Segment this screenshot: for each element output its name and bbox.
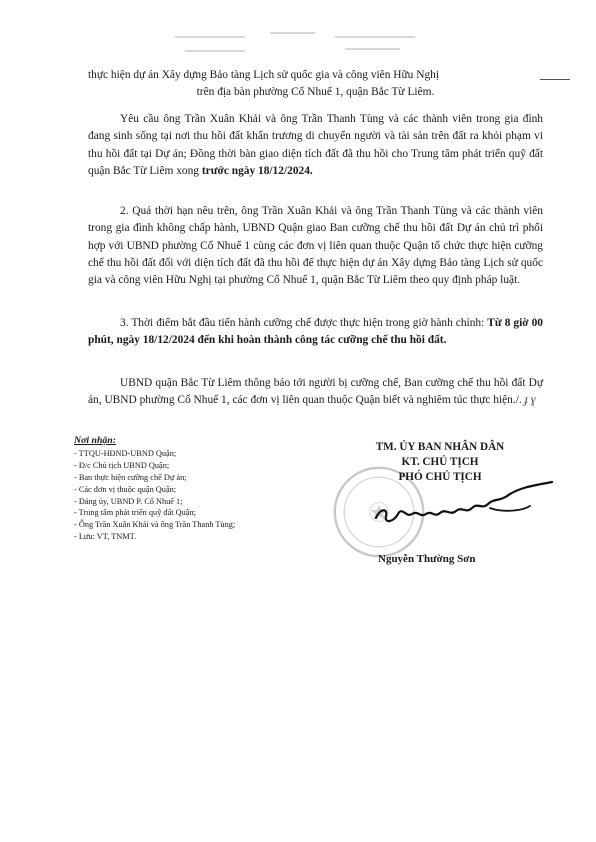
recipients-list — [74, 435, 334, 543]
paragraph-2-text: 2. Quá thời hạn nêu trên, ông Trần Xuân Khải và ông Trần Thanh Tùng và các thành viên trong gia đình không chấp hành, UBND Quận giao Ban cưỡng chế thu hồi đất Dự án chủ trì phối hợp với UBND phường Cổ Nhuế 1 cùng các đơn vị liên quan thuộc Quận tổ chức thực hiện cưỡng chế thu hồi đất đối với diện tích đất đã thu hồi để thực hiện dự án Xây dựng Bảo tàng Lịch sử quốc gia và công viên Hữu Nghị tại phường Cổ Nhuế 1, quận Bắc Từ Liêm theo quy định pháp luật. — [88, 205, 543, 287]
recipient-item: - Ông Trần Xuân Khải và ông Trần Thanh Tùng; — [74, 520, 236, 530]
recipient-item: - Trung tâm phát triển quỹ đất Quận; — [74, 508, 196, 518]
signature-org: TM. ỦY BAN NHÂN DÂN — [375, 441, 505, 453]
recipients-title: Nơi nhận: — [74, 435, 117, 446]
continuation-line-1: thực hiện dự án Xây dựng Bảo tàng Lịch sử quốc gia và công viên Hữu Nghị — [88, 69, 439, 81]
recipient-item: - Ban thực hiện cưỡng chế Dự án; — [74, 472, 187, 482]
paragraph-3-bold: Từ 8 giờ 00 phút, ngày 18/12/2024 đến khi hoàn thành công tác cưỡng chế thu hồi đất. — [88, 317, 543, 347]
paragraph-3 — [88, 315, 543, 350]
continuation-line-2: trên địa bàn phường Cổ Nhuế 1, quận Bắc Từ Liêm. — [196, 86, 435, 99]
margin-dash — [540, 79, 570, 80]
continuation-block — [88, 67, 543, 102]
handwritten-signature — [370, 478, 560, 538]
recipient-item: - Các đơn vị thuộc quận Quận; — [74, 484, 177, 494]
recipient-item: - Đ/c Chủ tịch UBND Quận; — [74, 460, 170, 470]
request-text: Yêu cầu ông Trần Xuân Khải và ông Trần Thanh Tùng và các thành viên trong gia đình đang sinh sống tại nơi thu hồi đất khẩn trương di chuyển người và tài sản trên đất ra khỏi phạm vi thu hồi đất tại Dự án; Đồng thời bàn giao diện tích đất đã thu hồi cho Trung tâm phát triển quỹ đất quận Bắc Từ Liêm xong — [88, 113, 543, 177]
notice-paragraph — [88, 375, 543, 410]
recipient-item: - TTQU-HĐND-UBND Quận; — [74, 448, 177, 458]
notice-text: UBND quận Bắc Từ Liêm thông báo tới người bị cưỡng chế, Ban cưỡng chế thu hồi đất Dự án, UBND phường Cổ Nhuế 1, các đơn vị liên quan thuộc Quận biết và nghiêm túc thực hiện./. — [88, 377, 543, 407]
signature-title: PHÓ CHỦ TỊCH — [398, 471, 482, 483]
paragraph-2 — [88, 203, 543, 289]
faded-header-marks — [175, 30, 435, 60]
recipient-item: - Lưu: VT, TNMT. — [74, 532, 137, 542]
request-deadline: trước ngày 18/12/2024. — [201, 164, 313, 177]
request-paragraph — [88, 111, 543, 180]
signature-capacity: KT. CHỦ TỊCH — [401, 456, 479, 468]
paragraph-3-text: 3. Thời điểm bắt đầu tiến hành cưỡng chế được thực hiện trong giờ hành chính: — [120, 317, 488, 329]
handwritten-initials: ɟ ɣ — [524, 394, 537, 407]
signer-name: Nguyễn Thường Sơn — [378, 553, 476, 565]
recipient-item: - Đảng ủy, UBND P. Cổ Nhuế 1; — [74, 496, 183, 506]
